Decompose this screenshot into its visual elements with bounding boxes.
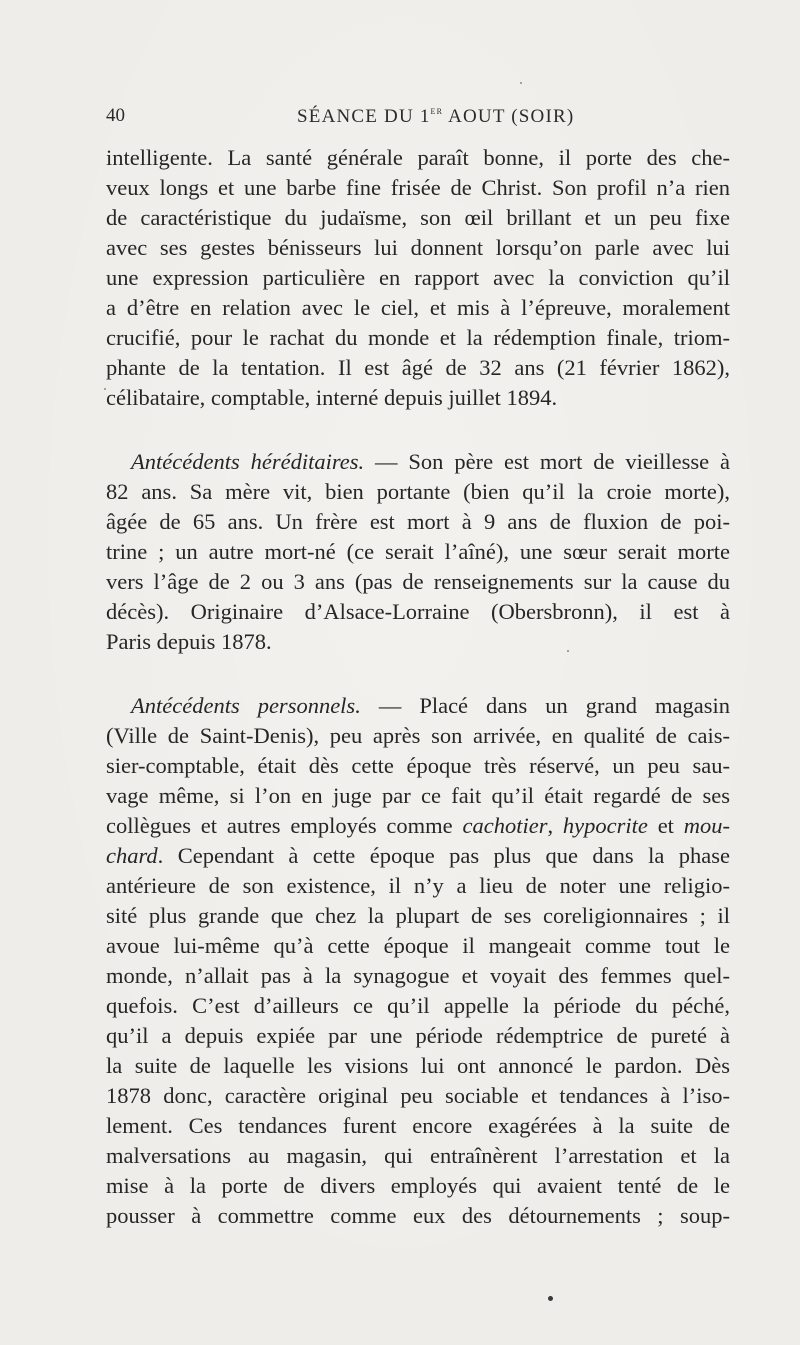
text-fragment: , xyxy=(547,813,563,838)
text-line: de caractéristique du judaïsme, son œil brillant et un peu fixe xyxy=(106,205,730,230)
text-line: (Ville de Saint-Denis), peu après son arrivée, en qualité de cais- xyxy=(106,723,730,748)
text-line: avoue lui-même qu’à cette époque il mangeait comme tout le xyxy=(106,933,730,958)
text-line: célibataire, comptable, interné depuis juillet 1894. xyxy=(106,385,558,410)
paragraph-intro xyxy=(106,143,730,413)
text-line: lement. Ces tendances furent encore exagérées à la suite de xyxy=(106,1113,730,1138)
text-line: pousser à commettre comme eux des détournements ; soup- xyxy=(106,1203,730,1228)
section-heading-hereditary: Antécédents héréditaires. xyxy=(131,449,365,474)
page-number: 40 xyxy=(106,105,125,126)
text-fragment: collègues et autres employés comme xyxy=(106,813,463,838)
text-line: âgée de 65 ans. Un frère est mort à 9 ans de fluxion de poi- xyxy=(106,509,730,534)
text-line: trine ; un autre mort-né (ce serait l’aîné), une sœur serait morte xyxy=(106,539,730,564)
text-line: 82 ans. Sa mère vit, bien portante (bien qu’il la croie morte), xyxy=(106,479,730,504)
paragraph-personal xyxy=(106,691,730,1231)
ink-dot-mark xyxy=(548,1296,553,1301)
heading-continuation: — Son père est mort de vieillesse à xyxy=(364,449,730,474)
italic-term: mou- xyxy=(683,813,730,838)
text-fragment: . Cependant à cette époque pas plus que dans la phase xyxy=(157,843,730,868)
text-line: Paris depuis 1878. xyxy=(106,629,272,654)
text-line: décès). Originaire d’Alsace-Lorraine (Obersbronn), il est à xyxy=(106,599,730,624)
text-line: vage même, si l’on en juge par ce fait qu’il était regardé de ses xyxy=(106,783,730,808)
text-line: sier-comptable, était dès cette époque très réservé, un peu sau- xyxy=(106,753,730,778)
text-line: la suite de laquelle les visions lui ont annoncé le pardon. Dès xyxy=(106,1053,730,1078)
text-line: crucifié, pour le rachat du monde et la rédemption finale, triom- xyxy=(106,325,730,350)
section-heading-personal: Antécédents personnels. xyxy=(131,693,361,718)
text-line: vers l’âge de 2 ou 3 ans (pas de renseignements sur la cause du xyxy=(106,569,730,594)
text-line: malversations au magasin, qui entraînèrent l’arrestation et la xyxy=(106,1143,730,1168)
italic-term: hypocrite xyxy=(562,813,648,838)
text-line: intelligente. La santé générale paraît bonne, il porte des che- xyxy=(106,145,730,170)
text-line: qu’il a depuis expiée par une période rédemptrice de pureté à xyxy=(106,1023,730,1048)
text-line: 1878 donc, caractère original peu sociable et tendances à l’iso- xyxy=(106,1083,730,1108)
text-line-italic-terms xyxy=(106,811,730,841)
body-text xyxy=(106,143,730,1265)
paragraph-hereditary xyxy=(106,447,730,657)
text-line: antérieure de son existence, il n’y a lieu de noter une religio- xyxy=(106,873,730,898)
text-line: sité plus grande que chez la plupart de ses coreligionnaires ; il xyxy=(106,903,730,928)
text-line: phante de la tentation. Il est âgé de 32 ans (21 février 1862), xyxy=(106,355,730,380)
text-line: avec ses gestes bénisseurs lui donnent lorsqu’on parle avec lui xyxy=(106,235,730,260)
italic-term: cachotier xyxy=(462,813,548,838)
text-line: veux longs et une barbe fine frisée de Christ. Son profil n’a rien xyxy=(106,175,730,200)
running-head xyxy=(297,105,574,128)
text-line: quefois. C’est d’ailleurs ce qu’il appelle la période du péché, xyxy=(106,993,730,1018)
text-line-first xyxy=(106,447,730,477)
text-line: une expression particulière en rapport avec la conviction qu’il xyxy=(106,265,730,290)
text-line-first xyxy=(106,691,730,721)
heading-continuation: — Placé dans un grand magasin xyxy=(360,693,730,718)
text-line-italic-terms xyxy=(106,841,730,871)
text-line: mise à la porte de divers employés qui avaient tenté de le xyxy=(106,1173,730,1198)
paper-speck xyxy=(520,82,522,84)
paper-speck xyxy=(104,388,106,390)
italic-term: chard xyxy=(106,843,158,868)
running-head-prefix: SÉANCE DU 1 xyxy=(297,106,431,127)
text-fragment: et xyxy=(647,813,684,838)
text-line: a d’être en relation avec le ciel, et mis à l’épreuve, moralement xyxy=(106,295,730,320)
page-header xyxy=(106,105,726,135)
running-head-superscript: er xyxy=(430,105,444,117)
text-line: monde, n’allait pas à la synagogue et voyait des femmes quel- xyxy=(106,963,730,988)
running-head-suffix: AOUT (SOIR) xyxy=(443,106,575,127)
paper-speck xyxy=(567,650,569,652)
